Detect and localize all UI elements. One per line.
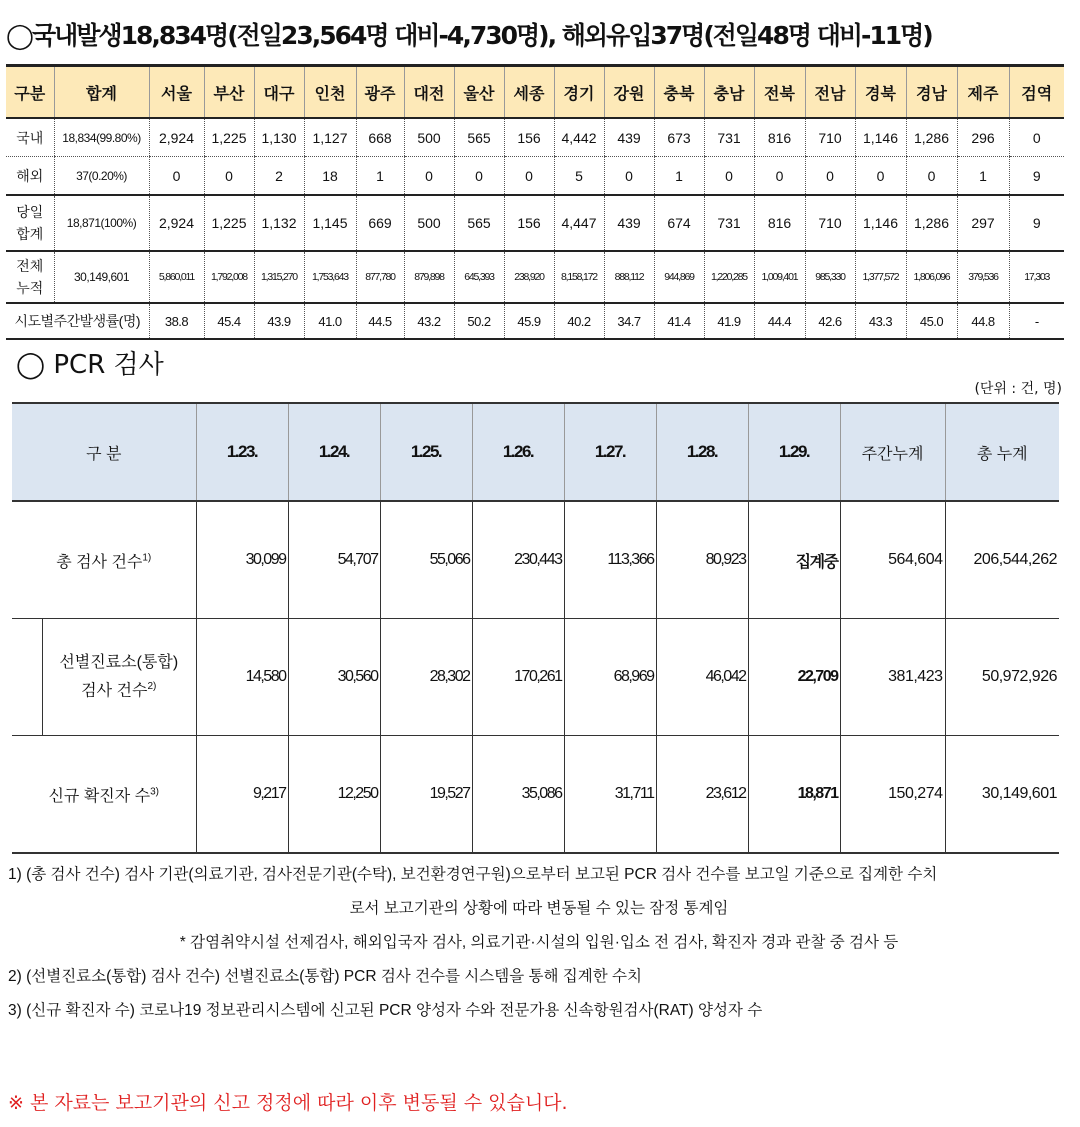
row-label: 당일 합계	[6, 195, 54, 251]
value-cell: 0	[805, 157, 855, 196]
value-cell: 41.4	[654, 303, 704, 339]
value-cell: 68,969	[564, 619, 656, 736]
value-cell: 156	[504, 118, 554, 157]
value-cell: 0	[754, 157, 805, 196]
regional-header-cell: 충남	[704, 66, 754, 119]
row-label: 해외	[6, 157, 54, 196]
value-cell: 816	[754, 195, 805, 251]
pcr-header-weekly: 주간누계	[840, 403, 945, 501]
value-cell: 1	[957, 157, 1009, 196]
value-cell: 1,315,270	[254, 251, 304, 303]
value-cell: 1,806,096	[906, 251, 957, 303]
regional-header-cell: 검역	[1009, 66, 1064, 119]
value-cell: 18	[304, 157, 356, 196]
weekly-cell: 381,423	[840, 619, 945, 736]
regional-header-cell: 경남	[906, 66, 957, 119]
value-cell: 668	[356, 118, 404, 157]
value-cell: 1,009,401	[754, 251, 805, 303]
pcr-row-total-tests	[12, 501, 1059, 619]
regional-header-cell: 서울	[149, 66, 204, 119]
value-cell: 1,130	[254, 118, 304, 157]
value-cell: 0	[704, 157, 754, 196]
value-cell: 12,250	[288, 736, 380, 854]
value-cell: 1,286	[906, 118, 957, 157]
pcr-header-date: 1.29.	[748, 403, 840, 501]
pcr-row-screening-tests	[12, 619, 1059, 736]
regional-header-cell: 광주	[356, 66, 404, 119]
value-cell: 41.9	[704, 303, 754, 339]
value-cell: 296	[957, 118, 1009, 157]
value-cell: 28,302	[380, 619, 472, 736]
pcr-header-date: 1.27.	[564, 403, 656, 501]
regional-row	[6, 303, 1064, 339]
value-cell: 2,924	[149, 195, 204, 251]
value-cell: 669	[356, 195, 404, 251]
value-cell: 집계중	[748, 501, 840, 619]
value-cell: 710	[805, 118, 855, 157]
regional-row	[6, 118, 1064, 157]
value-cell: 500	[404, 195, 454, 251]
value-cell: 4,442	[554, 118, 604, 157]
row-label: 시도별주간발생률(명)	[6, 303, 149, 339]
value-cell: 54,707	[288, 501, 380, 619]
footnote-1: 1) (총 검사 건수) 검사 기관(의료기관, 검사전문기관(수탁), 보건환경연구원)으로부터 보고된 PCR 검사 건수를 보고일 기준으로 집계한 수치	[8, 866, 938, 883]
value-cell: 879,898	[404, 251, 454, 303]
value-cell: 9,217	[196, 736, 288, 854]
value-cell: 0	[454, 157, 504, 196]
value-cell: 42.6	[805, 303, 855, 339]
value-cell: 1,377,572	[855, 251, 906, 303]
regional-header-cell: 부산	[204, 66, 254, 119]
value-cell: 5,860,011	[149, 251, 204, 303]
row-label: 총 검사 건수$^{1)}$	[12, 501, 196, 619]
pcr-header-date: 1.23.	[196, 403, 288, 501]
pcr-header-date: 1.24.	[288, 403, 380, 501]
value-cell: 0	[855, 157, 906, 196]
regional-header-cell: 합계	[54, 66, 149, 119]
warning-notice: ※ 본 자료는 보고기관의 신고 정정에 따라 이후 변동될 수 있습니다.	[8, 1092, 568, 1114]
value-cell: 1,146	[855, 118, 906, 157]
value-cell: 30,099	[196, 501, 288, 619]
value-cell: 0	[149, 157, 204, 196]
value-cell: 23,612	[656, 736, 748, 854]
value-cell: 9	[1009, 157, 1064, 196]
regional-header-cell: 충북	[654, 66, 704, 119]
regional-header-cell: 세종	[504, 66, 554, 119]
value-cell: 0	[604, 157, 654, 196]
regional-header-cell: 강원	[604, 66, 654, 119]
regional-row	[6, 251, 1064, 303]
pcr-test-table	[12, 402, 1059, 854]
value-cell: 8,158,172	[554, 251, 604, 303]
row-label: 신규 확진자 수$^{3)}$	[12, 736, 196, 854]
total-cell: 206,544,262	[945, 501, 1059, 619]
value-cell: 645,393	[454, 251, 504, 303]
value-cell: 35,086	[472, 736, 564, 854]
pcr-table-header	[12, 403, 1059, 501]
value-cell: 0	[504, 157, 554, 196]
value-cell: 22,709	[748, 619, 840, 736]
regional-header-cell: 경북	[855, 66, 906, 119]
total-cell: 18,834(99.80%)	[54, 118, 149, 157]
indent-line	[42, 619, 43, 735]
value-cell: 0	[1009, 118, 1064, 157]
pcr-header-label: 구 분	[12, 403, 196, 501]
value-cell: 1	[654, 157, 704, 196]
value-cell: 2,924	[149, 118, 204, 157]
footnote-3: 3) (신규 확진자 수) 코로나19 정보관리시스템에 신고된 PCR 양성자 수와 전문가용 신속항원검사(RAT) 양성자 수	[8, 1002, 763, 1019]
value-cell: 877,780	[356, 251, 404, 303]
value-cell: 1,792,008	[204, 251, 254, 303]
regional-header-cell: 대전	[404, 66, 454, 119]
footnote-2: 2) (선별진료소(통합) 검사 건수) 선별진료소(통합) PCR 검사 건수를 시스템을 통해 집계한 수치	[8, 968, 642, 985]
total-cell: 30,149,601	[945, 736, 1059, 854]
value-cell: 1,225	[204, 195, 254, 251]
value-cell: 5	[554, 157, 604, 196]
total-cell: 37(0.20%)	[54, 157, 149, 196]
pcr-header-date: 1.28.	[656, 403, 748, 501]
value-cell: 439	[604, 118, 654, 157]
value-cell: 156	[504, 195, 554, 251]
value-cell: 2	[254, 157, 304, 196]
value-cell: 18,871	[748, 736, 840, 854]
pcr-header-total: 총 누계	[945, 403, 1059, 501]
regional-header-cell: 대구	[254, 66, 304, 119]
value-cell: 46,042	[656, 619, 748, 736]
value-cell: 944,869	[654, 251, 704, 303]
pcr-header-date: 1.25.	[380, 403, 472, 501]
value-cell: 34.7	[604, 303, 654, 339]
regional-header-cell: 인천	[304, 66, 356, 119]
value-cell: 43.2	[404, 303, 454, 339]
value-cell: 565	[454, 195, 504, 251]
value-cell: 1,127	[304, 118, 356, 157]
value-cell: 45.9	[504, 303, 554, 339]
value-cell: 673	[654, 118, 704, 157]
pcr-section-title: ◯ PCR 검사	[16, 350, 164, 380]
value-cell: 1,220,285	[704, 251, 754, 303]
value-cell: 45.0	[906, 303, 957, 339]
value-cell: 297	[957, 195, 1009, 251]
value-cell: 31,711	[564, 736, 656, 854]
value-cell: 0	[204, 157, 254, 196]
footnotes	[8, 858, 1070, 1028]
value-cell: 238,920	[504, 251, 554, 303]
regional-header-cell: 전남	[805, 66, 855, 119]
regional-header-cell: 경기	[554, 66, 604, 119]
value-cell: 1,286	[906, 195, 957, 251]
regional-header-cell: 제주	[957, 66, 1009, 119]
value-cell: 43.3	[855, 303, 906, 339]
regional-header-cell: 전북	[754, 66, 805, 119]
value-cell: 30,560	[288, 619, 380, 736]
value-cell: 230,443	[472, 501, 564, 619]
value-cell: -	[1009, 303, 1064, 339]
regional-row	[6, 195, 1064, 251]
value-cell: 113,366	[564, 501, 656, 619]
domestic-summary-title: ◯국내발생18,834명(전일23,564명 대비-4,730명), 해외유입37명(전일48명 대비-11명)	[6, 21, 932, 50]
regional-header-cell: 구분	[6, 66, 54, 119]
weekly-cell: 150,274	[840, 736, 945, 854]
value-cell: 1,146	[855, 195, 906, 251]
value-cell: 9	[1009, 195, 1064, 251]
value-cell: 44.4	[754, 303, 805, 339]
value-cell: 565	[454, 118, 504, 157]
value-cell: 500	[404, 118, 454, 157]
value-cell: 55,066	[380, 501, 472, 619]
regional-header-cell: 울산	[454, 66, 504, 119]
value-cell: 731	[704, 195, 754, 251]
regional-table-header	[6, 66, 1064, 119]
pcr-row-new-cases	[12, 736, 1059, 854]
value-cell: 379,536	[957, 251, 1009, 303]
value-cell: 38.8	[149, 303, 204, 339]
value-cell: 14,580	[196, 619, 288, 736]
row-label: 선별진료소(통합) 검사 건수$^{2)}$	[12, 619, 196, 736]
footnote-1-detail: * 감염취약시설 선제검사, 해외입국자 검사, 의료기관·시설의 입원·입소 전 검사, 확진자 경과 관찰 중 검사 등	[179, 934, 899, 951]
total-cell: 30,149,601	[54, 251, 149, 303]
value-cell: 43.9	[254, 303, 304, 339]
footnote-1-continued: 로서 보고기관의 상황에 따라 변동될 수 있는 잠정 통계임	[349, 900, 729, 917]
value-cell: 1,225	[204, 118, 254, 157]
row-label: 전체 누적	[6, 251, 54, 303]
value-cell: 44.5	[356, 303, 404, 339]
value-cell: 1,132	[254, 195, 304, 251]
value-cell: 19,527	[380, 736, 472, 854]
value-cell: 41.0	[304, 303, 356, 339]
pcr-header-date: 1.26.	[472, 403, 564, 501]
total-cell: 18,871(100%)	[54, 195, 149, 251]
value-cell: 170,261	[472, 619, 564, 736]
value-cell: 44.8	[957, 303, 1009, 339]
value-cell: 4,447	[554, 195, 604, 251]
value-cell: 50.2	[454, 303, 504, 339]
value-cell: 674	[654, 195, 704, 251]
value-cell: 80,923	[656, 501, 748, 619]
value-cell: 45.4	[204, 303, 254, 339]
value-cell: 1,145	[304, 195, 356, 251]
weekly-cell: 564,604	[840, 501, 945, 619]
regional-row	[6, 157, 1064, 196]
value-cell: 985,330	[805, 251, 855, 303]
row-label: 국내	[6, 118, 54, 157]
value-cell: 40.2	[554, 303, 604, 339]
value-cell: 1,753,643	[304, 251, 356, 303]
value-cell: 816	[754, 118, 805, 157]
value-cell: 0	[404, 157, 454, 196]
value-cell: 1	[356, 157, 404, 196]
regional-cases-table	[6, 64, 1064, 340]
value-cell: 17,303	[1009, 251, 1064, 303]
value-cell: 731	[704, 118, 754, 157]
unit-label: (단위 : 건, 명)	[974, 381, 1062, 397]
total-cell: 50,972,926	[945, 619, 1059, 736]
value-cell: 0	[906, 157, 957, 196]
value-cell: 439	[604, 195, 654, 251]
value-cell: 710	[805, 195, 855, 251]
value-cell: 888,112	[604, 251, 654, 303]
